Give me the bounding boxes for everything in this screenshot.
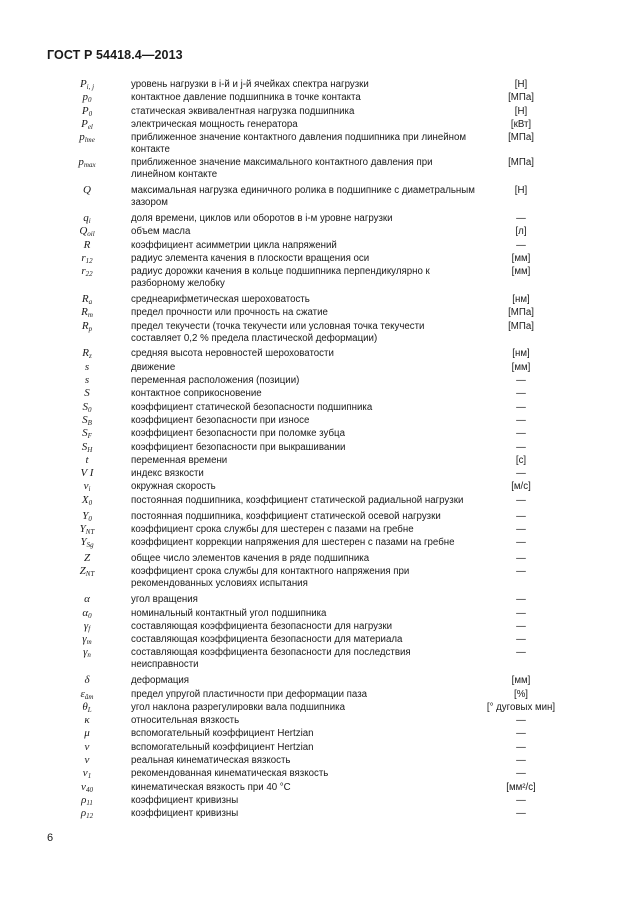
symbol	[58, 106, 116, 119]
symbol-letter: ν	[84, 753, 90, 766]
symbol-unit: —	[516, 647, 526, 659]
symbol-row	[0, 185, 630, 209]
symbol	[58, 647, 116, 660]
symbol-letter: γ	[83, 619, 89, 632]
symbol	[58, 442, 116, 455]
symbol-description: среднеарифметическая шероховатость	[131, 294, 310, 306]
symbol-row	[0, 388, 630, 400]
symbol	[58, 79, 116, 92]
symbol-letter: Z	[83, 552, 91, 565]
symbol	[58, 524, 116, 537]
symbol-subscript: oil	[87, 230, 95, 239]
symbol	[58, 213, 116, 226]
symbol-description: коэффициент кривизны	[131, 808, 239, 820]
symbol	[58, 715, 116, 727]
symbol-unit: [МПа]	[508, 92, 534, 104]
symbol-unit: —	[516, 620, 526, 632]
symbol-letter: α	[82, 606, 89, 619]
symbol-letter: P	[81, 117, 88, 130]
symbol-unit: —	[516, 510, 526, 522]
symbol-unit: —	[516, 715, 526, 727]
symbol	[58, 226, 116, 239]
symbol-unit: [мм]	[511, 675, 531, 687]
symbol-letter: R	[81, 306, 88, 319]
symbol-letter: S	[82, 427, 88, 440]
symbol-letter: κ	[84, 714, 90, 727]
symbol-row	[0, 455, 630, 467]
symbol-description: приближенное значение контактного давления подшипника при линейном контакте	[131, 132, 467, 156]
symbol-unit: [мм]	[511, 361, 531, 373]
symbol-description: предел прочности или прочность на сжатие	[131, 307, 328, 319]
symbol	[58, 702, 116, 715]
symbol-unit: —	[516, 741, 526, 753]
symbol-letter: γ	[83, 646, 88, 659]
symbol-subscript: F	[87, 432, 92, 441]
symbol-unit: [Н]	[514, 185, 528, 197]
symbol-subscript: m	[87, 311, 93, 320]
symbol-subscript: L	[87, 705, 92, 714]
symbol	[58, 388, 116, 400]
symbol-description: радиус элемента качения в плоскости вращения оси	[131, 252, 370, 264]
symbol-row	[0, 294, 630, 306]
symbol-subscript: el	[87, 122, 93, 131]
symbol-unit: —	[516, 375, 526, 387]
symbol	[58, 415, 116, 428]
symbol-unit: —	[516, 213, 526, 225]
symbol-subscript: n	[87, 651, 91, 660]
symbol	[58, 132, 116, 145]
symbol-letter: S	[81, 440, 88, 453]
symbol-description: вспомогательный коэффициент Hertzian	[131, 741, 314, 753]
symbol-description: предел упругой пластичности при деформации паза	[131, 688, 368, 700]
symbol	[58, 795, 116, 808]
symbol-row	[0, 675, 630, 687]
symbol-unit: [мм]	[511, 252, 531, 264]
symbol-description: угол наклона разрегулировки вала подшипника	[131, 701, 345, 713]
symbol-row	[0, 594, 630, 606]
symbol-row	[0, 742, 630, 754]
symbol-description: вспомогательный коэффициент Hertzian	[131, 728, 314, 740]
symbol-unit: —	[516, 754, 526, 766]
symbol-description: переменная расположения (позиции)	[131, 375, 300, 387]
symbol-subscript: i	[88, 217, 91, 226]
symbol-unit: —	[516, 537, 526, 549]
symbol-description: контактное давление подшипника в точке контакта	[131, 92, 361, 104]
symbol-unit: [м/с]	[511, 481, 531, 493]
symbol-unit: [МПа]	[508, 307, 534, 319]
symbol-row	[0, 728, 630, 740]
symbol-description: статическая эквивалентная нагрузка подшипника	[131, 105, 355, 117]
symbol-letter: p	[78, 156, 84, 169]
symbol-row	[0, 795, 630, 807]
symbol-row	[0, 226, 630, 238]
symbol-row	[0, 768, 630, 780]
symbol-description: коэффициент коррекции напряжения для шестерен с пазами на гребне	[131, 537, 455, 549]
symbol-list	[0, 79, 630, 821]
symbol-description: коэффициент кривизны	[131, 794, 239, 806]
symbol-subscript: p	[88, 324, 93, 333]
symbol-description: относительная вязкость	[131, 715, 240, 727]
symbol	[58, 119, 116, 132]
symbol-description: индекс вязкости	[131, 468, 204, 480]
symbol-row	[0, 566, 630, 590]
symbol-letter: Z	[79, 565, 86, 578]
symbol-row	[0, 755, 630, 767]
document-header: ГОСТ Р 54418.4—2013	[47, 48, 183, 62]
symbol-subscript: 12	[86, 812, 94, 821]
symbol-row	[0, 106, 630, 118]
symbol	[58, 294, 116, 307]
symbol-row	[0, 634, 630, 646]
symbol-unit: —	[516, 401, 526, 413]
symbol-unit: —	[516, 239, 526, 251]
symbol-unit: [с]	[515, 454, 527, 466]
symbol-description: постоянная подшипника, коэффициент статической радиальной нагрузки	[131, 494, 464, 506]
symbol	[58, 768, 116, 781]
symbol	[58, 755, 116, 767]
symbol-row	[0, 321, 630, 345]
symbol-letter: t	[85, 453, 89, 466]
symbol-row	[0, 468, 630, 480]
symbol-subscript: f	[88, 624, 91, 633]
symbol-row	[0, 132, 630, 156]
symbol	[58, 553, 116, 565]
symbol-letter: X	[81, 493, 89, 506]
symbol-subscript: i, j	[86, 83, 95, 91]
symbol-description: уровень нагрузки в i-й и j-й ячейках спектра нагрузки	[131, 79, 369, 90]
symbol-letter: R	[82, 347, 89, 360]
symbol-subscript: 0	[88, 96, 92, 105]
symbol-description: коэффициент срока службы для шестерен с пазами на гребне	[131, 523, 414, 535]
symbol-description: коэффициент срока службы для контактного напряжения при рекомендованных условиях испытания	[131, 566, 410, 590]
symbol-row	[0, 495, 630, 507]
symbol-description: максимальная нагрузка единичного ролика в подшипнике с диаметральным зазором	[131, 185, 475, 209]
symbol-unit: [кВт]	[510, 118, 532, 130]
symbol-description: коэффициент безопасности при износе	[131, 414, 310, 426]
symbol-unit: —	[516, 553, 526, 565]
symbol-description: доля времени, циклов или оборотов в i-м уровне нагрузки	[131, 213, 393, 225]
symbol-unit: [МПа]	[508, 320, 534, 332]
symbol-description: реальная кинематическая вязкость	[131, 754, 291, 766]
symbol	[58, 321, 116, 334]
symbol-description: коэффициент статической безопасности подшипника	[131, 401, 373, 413]
symbol-row	[0, 266, 630, 290]
symbol	[58, 689, 116, 702]
symbol-row	[0, 213, 630, 225]
symbol-row	[0, 808, 630, 820]
symbol-letter: r	[81, 265, 86, 278]
symbol-subscript: H	[87, 445, 93, 454]
symbol-row	[0, 647, 630, 671]
symbol-row	[0, 157, 630, 181]
symbol-unit: —	[516, 728, 526, 740]
symbol-unit: —	[516, 594, 526, 606]
symbol-letter: S	[84, 387, 90, 400]
symbol	[58, 253, 116, 266]
symbol-row	[0, 524, 630, 536]
symbol-letter: μ	[84, 727, 90, 740]
symbol-letter: ν	[84, 740, 90, 753]
symbol-subscript: 0	[88, 498, 93, 507]
symbol-letter: q	[83, 212, 89, 225]
symbol-row	[0, 442, 630, 454]
symbol	[58, 621, 116, 634]
symbol-description: движение	[131, 361, 176, 373]
symbol-letter: ρ	[80, 807, 87, 820]
symbol-description: составляющая коэффициента безопасности для последствия неисправности	[131, 647, 411, 671]
symbol-unit: —	[516, 808, 526, 820]
symbol-subscript: i	[88, 485, 91, 494]
symbol-description: коэффициент асимметрии цикла напряжений	[131, 239, 337, 251]
symbol-subscript: NT	[85, 570, 95, 579]
symbol-letter: S	[82, 413, 88, 426]
symbol	[58, 266, 116, 279]
symbol-row	[0, 79, 630, 91]
symbol-row	[0, 481, 630, 493]
symbol-unit: —	[516, 794, 526, 806]
symbol-row	[0, 415, 630, 427]
symbol-letter: ν	[82, 767, 88, 780]
symbol-subscript: 0	[88, 405, 92, 414]
symbol-row	[0, 537, 630, 549]
symbol	[58, 808, 116, 821]
symbol-unit: —	[516, 607, 526, 619]
symbol-description: общее число элементов качения в ряде подшипника	[131, 553, 370, 565]
symbol	[58, 157, 116, 170]
symbol-letter: s	[84, 374, 90, 387]
symbol-description: составляющая коэффициента безопасности для материала	[131, 634, 403, 646]
symbol-row	[0, 402, 630, 414]
symbol-row	[0, 253, 630, 265]
symbol-row	[0, 348, 630, 360]
symbol-description: кинематическая вязкость при 40 °C	[131, 781, 291, 793]
symbol-unit: [нм]	[512, 348, 530, 360]
symbol-row	[0, 689, 630, 701]
symbol-row	[0, 702, 630, 714]
symbol-unit: [%]	[514, 688, 528, 700]
symbol-row	[0, 240, 630, 252]
symbol-letter: v	[83, 480, 89, 493]
symbol-unit: [° дуговых мин]	[486, 701, 556, 713]
symbol-unit: —	[516, 414, 526, 426]
symbol-unit: —	[516, 428, 526, 440]
symbol-unit: —	[516, 388, 526, 400]
symbol	[58, 402, 116, 415]
symbol-row	[0, 92, 630, 104]
symbol-subscript: 0	[88, 514, 92, 523]
symbol	[58, 728, 116, 740]
symbol-row	[0, 715, 630, 727]
symbol	[58, 307, 116, 320]
symbol-row	[0, 553, 630, 565]
symbol-letter: P	[79, 78, 87, 90]
symbol-letter: Y	[82, 509, 89, 522]
symbol	[58, 468, 116, 480]
symbol-row	[0, 119, 630, 131]
symbol-letter: p	[82, 91, 88, 104]
symbol-subscript: NT	[85, 527, 95, 536]
symbol-subscript: m	[86, 638, 92, 647]
symbol-subscript: lme	[84, 136, 95, 145]
symbol-subscript: B	[87, 418, 92, 427]
symbol	[58, 348, 116, 361]
symbol-description: предел текучести (точка текучести или условная точка текучести составляет 0,2 % предела пластической деформации)	[131, 320, 425, 344]
symbol	[58, 742, 116, 754]
symbol-letter: S	[82, 400, 88, 413]
symbol-subscript: max	[83, 161, 96, 170]
symbol-description: переменная времени	[131, 454, 228, 466]
symbol-letter: R	[83, 238, 91, 251]
symbol-letter: ρ	[81, 793, 87, 806]
symbol-unit: —	[516, 441, 526, 453]
symbol-description: контактное соприкосновение	[131, 388, 262, 400]
symbol-letter: ε	[80, 687, 85, 700]
symbol-description: постоянная подшипника, коэффициент статической осевой нагрузки	[131, 510, 441, 522]
symbol-unit: —	[516, 566, 526, 578]
symbol-letter: γ	[82, 633, 87, 646]
symbol	[58, 495, 116, 508]
symbol-description: составляющая коэффициента безопасности для нагрузки	[131, 620, 393, 632]
symbol-row	[0, 782, 630, 794]
symbol-subscript: 0	[88, 109, 93, 118]
symbol	[58, 455, 116, 467]
symbol	[58, 92, 116, 105]
symbol-subscript: a	[88, 298, 93, 307]
symbol-subscript: 22	[85, 270, 93, 279]
symbol-unit: [нм]	[512, 294, 530, 306]
symbol-unit: —	[516, 523, 526, 535]
symbol-subscript: 1	[87, 772, 92, 781]
symbol	[58, 511, 116, 524]
symbol-unit: [мм]	[511, 266, 531, 278]
symbol-unit: [мм²/с]	[506, 781, 536, 793]
symbol-description: деформация	[131, 675, 190, 687]
symbol	[58, 566, 116, 579]
symbol-letter: p	[79, 131, 85, 144]
symbol	[58, 782, 116, 795]
symbol-description: номинальный контактный угол подшипника	[131, 607, 327, 619]
symbol-letter: Q	[79, 225, 88, 238]
symbol-subscript: 0	[88, 611, 92, 620]
symbol-row	[0, 307, 630, 319]
symbol-letter: R	[81, 293, 89, 306]
symbol-unit: [МПа]	[508, 132, 534, 144]
symbol	[58, 481, 116, 494]
symbol-subscript: 12	[85, 256, 93, 265]
symbol-description: приближенное значение максимального контактного давления при линейном контакте	[131, 157, 433, 181]
symbol-description: рекомендованная кинематическая вязкость	[131, 768, 329, 780]
symbol-letter: Q	[83, 184, 91, 197]
symbol	[58, 537, 116, 550]
symbol-unit: —	[516, 768, 526, 780]
symbol-description: угол вращения	[131, 594, 198, 606]
symbol-subscript: Sg	[86, 541, 94, 550]
symbol-description: коэффициент безопасности при поломке зубца	[131, 428, 345, 440]
symbol	[58, 375, 116, 387]
symbol-unit: [МПа]	[508, 157, 534, 169]
symbol-letter: Y	[79, 522, 86, 535]
symbol	[58, 608, 116, 621]
symbol-subscript: 40	[85, 785, 93, 794]
symbol-description: окружная скорость	[131, 481, 216, 493]
symbol-description: средняя высота неровностей шероховатости	[131, 348, 334, 360]
symbol-unit: [л]	[515, 226, 527, 238]
symbol	[58, 594, 116, 606]
symbol-subscript: 11	[86, 798, 93, 807]
symbol-letter: s	[84, 360, 90, 373]
symbol-description: объем масла	[131, 226, 191, 238]
symbol-unit: [Н]	[514, 79, 528, 90]
symbol-description: коэффициент безопасности при выкрашивании	[131, 441, 346, 453]
symbol-letter: R	[81, 319, 89, 332]
symbol-row	[0, 428, 630, 440]
symbol-row	[0, 362, 630, 374]
symbol	[58, 185, 116, 197]
symbol-letter: V I	[80, 467, 94, 480]
symbol-letter: P	[81, 104, 89, 117]
symbol-row	[0, 621, 630, 633]
symbol-row	[0, 375, 630, 387]
symbol	[58, 362, 116, 374]
symbol-letter: r	[81, 251, 86, 264]
symbol-unit: —	[516, 468, 526, 480]
symbol	[58, 240, 116, 252]
symbol-letter: ν	[81, 780, 86, 793]
symbol-unit: [Н]	[514, 105, 528, 117]
page-number: 6	[47, 832, 54, 844]
symbol	[58, 428, 116, 441]
symbol-row	[0, 511, 630, 523]
symbol-unit: —	[516, 634, 526, 646]
symbol	[58, 634, 116, 647]
symbol-subscript: z	[89, 352, 92, 361]
symbol-description: электрическая мощность генератора	[131, 118, 298, 130]
symbol-letter: Y	[80, 536, 87, 549]
symbol-letter: δ	[84, 674, 90, 687]
symbol-row	[0, 608, 630, 620]
symbol	[58, 675, 116, 687]
symbol-letter: α	[84, 593, 90, 606]
symbol-description: радиус дорожки качения в кольце подшипника перпендикулярно к разборному желобку	[131, 266, 430, 290]
symbol-subscript: âm	[84, 692, 94, 701]
symbol-unit: —	[516, 494, 526, 506]
symbol-letter: θ	[82, 700, 88, 713]
